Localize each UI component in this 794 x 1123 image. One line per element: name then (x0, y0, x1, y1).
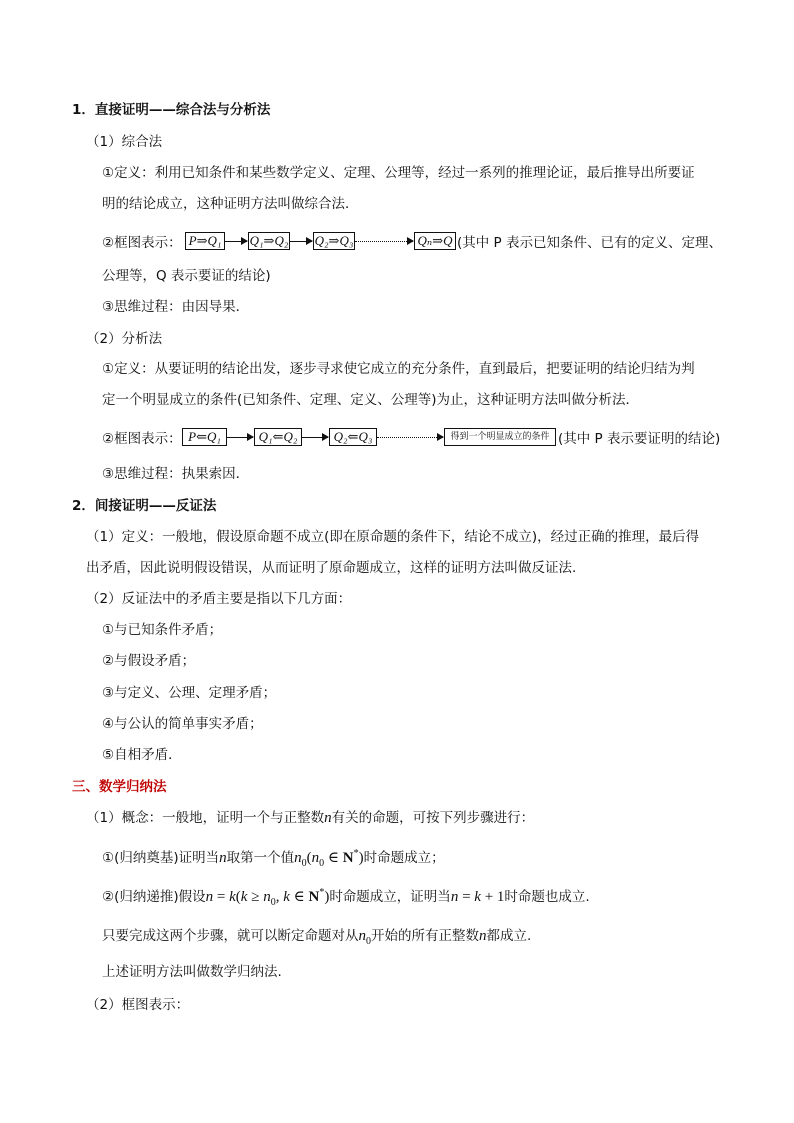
contradiction-definition-line1: （1）定义：一般地，假设原命题不成立(即在原命题的条件下，结论不成立)，经过正确的推理，最后得 (86, 529, 700, 545)
analysis-chart-label: ②框图表示： (102, 431, 182, 447)
flow-box: Qₙ⇒Q (414, 232, 456, 250)
dotted-arrow-icon (355, 241, 413, 242)
subsection-analysis-title: （2）分析法 (86, 331, 163, 347)
contradiction-item: ③与定义、公理、定理矛盾； (102, 685, 277, 701)
flow-box: Q₂⇐Q₃ (329, 428, 377, 446)
math-n0: $n_0$ (358, 928, 371, 947)
flow-box: Q₁⇒Q₂ (249, 233, 289, 248)
analysis-thinking: ③思维过程：执果索因． (102, 466, 250, 482)
analysis-chart-note: (其中 P 表示要证明的结论) (558, 431, 721, 447)
arrow-icon (227, 437, 253, 438)
induction-step-1 (102, 844, 445, 874)
flow-box: P⇒Q₁ (185, 232, 225, 250)
math-n: n (479, 928, 487, 944)
contradiction-item: ⑤自相矛盾． (102, 747, 182, 763)
section-2-title: 2．间接证明——反证法 (72, 498, 217, 514)
induction-method-name: 上述证明方法叫做数学归纳法. (102, 964, 282, 980)
synthesis-flowchart (185, 232, 457, 252)
step-text: ②(归纳递推)假设 (102, 889, 206, 905)
synthesis-chart-label: ②框图表示： (102, 235, 182, 251)
step-text: 时命题也成立. (504, 889, 590, 905)
section-1-title: 1．直接证明——综合法与分析法 (72, 102, 271, 118)
contradiction-item: ①与已知条件矛盾； (102, 622, 223, 638)
induction-chart-label: （2）框图表示： (86, 997, 190, 1013)
contradiction-definition-line2: 出矛盾，因此说明假设错误，从而证明了原命题成立，这样的证明方法叫做反证法. (86, 560, 577, 576)
conclusion-text: 开始的所有正整数 (371, 928, 479, 944)
math-k-plus-1: n = k + 1 (450, 889, 505, 905)
synthesis-definition-line1: ①定义：利用已知条件和某些数学定义、定理、公理等，经过一系列的推理论证，最后推导出所要证 (102, 165, 695, 181)
concept-text: （1）概念：一般地，证明一个与正整数 (86, 810, 325, 826)
synthesis-definition-line2: 明的结论成立，这种证明方法叫做综合法． (102, 196, 359, 212)
step-text: 时命题成立，证明当 (329, 889, 451, 905)
math-n0-in-N: $n_0(n_0$ ∈ N*) (294, 848, 364, 869)
subsection-synthesis-title: （1）综合法 (86, 134, 163, 150)
step-text: 时命题成立； (363, 850, 445, 866)
variable-n: n (324, 810, 332, 826)
flow-box: Q₂⇒Q₃ (314, 233, 354, 248)
flow-box: 得到一个明显成立的条件 (444, 428, 556, 446)
step-text: 取第一个值 (226, 850, 295, 866)
flow-box: P⇐Q₁ (182, 428, 227, 446)
arrow-icon (290, 241, 312, 242)
induction-concept (86, 808, 534, 828)
contradiction-aspects-intro: （2）反证法中的矛盾主要是指以下几方面： (86, 591, 352, 607)
arrow-icon (302, 437, 328, 438)
induction-step-2 (102, 883, 590, 913)
dotted-arrow-icon (377, 437, 443, 438)
arrow-icon (225, 241, 247, 242)
flow-box: Q₁⇐Q₂ (254, 428, 302, 446)
synthesis-chart-note-line1: (其中 P 表示已知条件、已有的定义、定理、 (457, 235, 722, 251)
contradiction-item: ②与假设矛盾； (102, 653, 196, 669)
synthesis-chart-note-line2: 公理等，Q 表示要证的结论) (102, 268, 271, 284)
step-text: ①(归纳奠基)证明当 (102, 850, 220, 866)
conclusion-text: 都成立. (486, 928, 532, 944)
contradiction-item: ④与公认的简单事实矛盾； (102, 716, 263, 732)
section-3-title: 三、数学归纳法 (72, 779, 167, 795)
math-assumption: $n = k(k \ge n_0$, k ∈ N*) (205, 887, 330, 908)
conclusion-text: 只要完成这两个步骤，就可以断定命题对从 (102, 928, 359, 944)
math-n: n (219, 850, 227, 866)
analysis-flowchart (182, 428, 556, 448)
analysis-definition-line1: ①定义：从要证明的结论出发，逐步寻求使它成立的充分条件，直到最后，把要证明的结论归结为判 (102, 361, 695, 377)
synthesis-thinking: ③思维过程：由因导果． (102, 299, 250, 315)
concept-text: 有关的命题，可按下列步骤进行： (331, 810, 535, 826)
induction-conclusion (102, 926, 531, 952)
analysis-definition-line2: 定一个明显成立的条件(已知条件、定理、定义、公理等)为止，这种证明方法叫做分析法． (102, 392, 640, 408)
